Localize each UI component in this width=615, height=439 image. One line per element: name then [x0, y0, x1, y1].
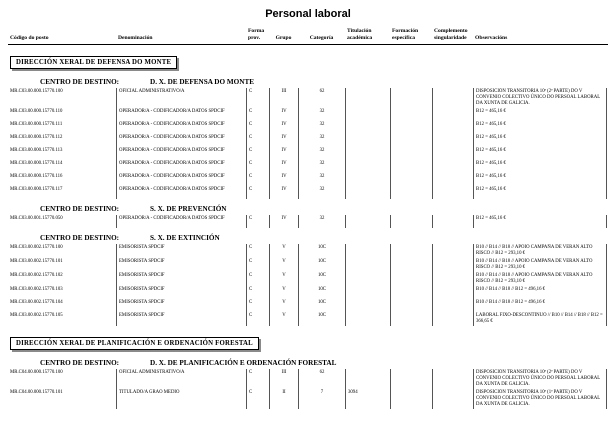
cell-grupo: V [269, 272, 298, 286]
cell-complemento [432, 389, 473, 409]
column-header-obs: Observacións [475, 34, 508, 41]
cell-code: MR.C03.00.000.15770.114 [10, 160, 63, 166]
cell-grupo: III [269, 88, 298, 108]
cell-denom: EMISORISTA SPDCIF [116, 258, 246, 272]
column-header-categoria: Categoría [309, 34, 334, 41]
cell-complemento [432, 258, 473, 272]
cell-code: MR.C03.00.000.15770.113 [10, 147, 63, 153]
cell-categoria: 32 [298, 108, 345, 121]
cell-code: MR.C03.00.000.15770.100 [10, 88, 63, 94]
table-row [8, 134, 608, 147]
cell-categoria: 32 [298, 147, 345, 160]
cell-code: MR.C03.00.000.15770.112 [10, 134, 63, 140]
cell-grupo: IV [269, 121, 298, 134]
cell-forma: C [246, 121, 269, 134]
table-row [8, 389, 608, 409]
cell-forma: C [246, 286, 269, 299]
cell-formacion [390, 108, 432, 121]
cell-code: MR.C03.00.000.15770.111 [10, 121, 63, 127]
table-row [8, 108, 608, 121]
table-row [8, 244, 608, 258]
cell-formacion [390, 215, 432, 228]
cell-complemento [432, 108, 473, 121]
cell-denom: OPERADOR/A - CODIFICADOR/A DATOS SPDCIF [116, 173, 246, 186]
cell-forma: C [246, 389, 269, 409]
table-row [8, 286, 608, 299]
table-row [8, 147, 608, 160]
cell-grupo: II [269, 389, 298, 409]
cell-denom: OPERADOR/A - CODIFICADOR/A DATOS SPDCIF [116, 147, 246, 160]
cell-forma: C [246, 215, 269, 228]
cell-categoria: 10C [298, 312, 345, 326]
centro-destino-label: CENTRO DE DESTINO: [40, 233, 120, 242]
cell-denom: OPERADOR/A - CODIFICADOR/A DATOS SPDCIF [116, 160, 246, 173]
cell-forma: C [246, 186, 269, 199]
cell-obs: B12 = 465,16 € [473, 160, 607, 173]
cell-denom: OFICIAL ADMINISTRATIVO/A [116, 88, 246, 108]
table-row [8, 299, 608, 312]
centro-destino-name: S. X. DE EXTINCIÓN [150, 233, 220, 242]
cell-code: MR.C03.00.000.15770.110 [10, 108, 63, 114]
column-header-grupo: Grupo [275, 34, 292, 41]
cell-titulacion [345, 286, 390, 299]
rows-block [8, 244, 608, 326]
cell-formacion [390, 88, 432, 108]
centro-destino-label: CENTRO DE DESTINO: [40, 358, 120, 367]
cell-obs: B10 // B14 // B18 // APOIO CAMPAÑA DE VERÁN ALTO RISCO // B12 = 293,10 € [473, 272, 607, 286]
cell-obs: B10 // B14 // B18 // B12 = 496,16 € [473, 299, 607, 312]
cell-titulacion [345, 88, 390, 108]
cell-titulacion [345, 244, 390, 258]
table-row [8, 173, 608, 186]
centro-destino-label: CENTRO DE DESTINO: [40, 77, 120, 86]
cell-categoria: 62 [298, 369, 345, 389]
table-row [8, 88, 608, 108]
cell-formacion [390, 272, 432, 286]
cell-titulacion [345, 160, 390, 173]
cell-titulacion [345, 258, 390, 272]
cell-titulacion [345, 186, 390, 199]
cell-categoria: 32 [298, 134, 345, 147]
cell-complemento [432, 121, 473, 134]
cell-obs: DISPOSICIÓN TRANSITORIA 10ª (2ª PARTE) DO V CONVENIO COLECTIVO ÚNICO DO PERSOAL LABORAL DA XUNTA DE GALICIA. [473, 88, 607, 108]
table-row [8, 121, 608, 134]
table-body [8, 45, 608, 409]
cell-complemento [432, 147, 473, 160]
cell-forma: C [246, 258, 269, 272]
cell-obs: B12 = 465,16 € [473, 215, 607, 228]
document-page [8, 6, 608, 409]
cell-titulacion [345, 147, 390, 160]
column-header-titulacion: Titulación académica [347, 28, 373, 41]
cell-code: MR.C03.00.000.15770.116 [10, 173, 63, 179]
centro-destino-heading [40, 205, 608, 213]
cell-forma: C [246, 160, 269, 173]
table-row [8, 186, 608, 199]
table-row [8, 272, 608, 286]
cell-titulacion [345, 121, 390, 134]
cell-denom: EMISORISTA SPDCIF [116, 299, 246, 312]
cell-formacion [390, 286, 432, 299]
cell-obs: B12 = 465,16 € [473, 186, 607, 199]
cell-obs: DISPOSICIÓN TRANSITORIA 10ª (1ª PARTE) DO V CONVENIO COLECTIVO ÚNICO DO PERSOAL LABORAL DA XUNTA DE GALICIA. [473, 389, 607, 409]
cell-complemento [432, 272, 473, 286]
column-header-denom: Denominación [118, 34, 153, 41]
cell-grupo: III [269, 369, 298, 389]
cell-categoria: 10C [298, 244, 345, 258]
table-row [8, 369, 608, 389]
cell-formacion [390, 312, 432, 326]
column-header-complemento: Complemento singularidade [434, 28, 468, 41]
rows-block [8, 215, 608, 228]
cell-complemento [432, 134, 473, 147]
cell-titulacion [345, 312, 390, 326]
cell-denom: TITULADO/A GRAO MEDIO [116, 389, 246, 409]
column-header-formacion: Formación específica [392, 28, 419, 41]
table-header [8, 28, 608, 45]
cell-grupo: V [269, 312, 298, 326]
cell-formacion [390, 389, 432, 409]
cell-complemento [432, 88, 473, 108]
cell-code: MR.C04.00.000.15770.100 [10, 369, 63, 375]
cell-titulacion [345, 173, 390, 186]
cell-obs: LABORAL FIXO-DESCONTINUO // B10 // B14 // B18 // B12 = 366,65 € [473, 312, 607, 326]
cell-grupo: V [269, 286, 298, 299]
cell-complemento [432, 215, 473, 228]
cell-complemento [432, 369, 473, 389]
cell-categoria: 32 [298, 215, 345, 228]
table-row [8, 258, 608, 272]
cell-code: MR.C03.00.000.15770.117 [10, 186, 63, 192]
cell-obs: B12 = 465,16 € [473, 147, 607, 160]
centro-destino-name: D. X. DE DEFENSA DO MONTE [150, 77, 255, 86]
cell-grupo: IV [269, 173, 298, 186]
cell-grupo: V [269, 258, 298, 272]
cell-formacion [390, 160, 432, 173]
centro-destino-label: CENTRO DE DESTINO: [40, 204, 120, 213]
cell-categoria: 10C [298, 258, 345, 272]
cell-complemento [432, 160, 473, 173]
cell-forma: C [246, 147, 269, 160]
cell-obs: DISPOSICIÓN TRANSITORIA 10ª (2ª PARTE) DO V CONVENIO COLECTIVO ÚNICO DO PERSOAL LABORAL DA XUNTA DE GALICIA. [473, 369, 607, 389]
cell-forma: C [246, 272, 269, 286]
cell-forma: C [246, 312, 269, 326]
cell-grupo: IV [269, 134, 298, 147]
cell-obs: B10 // B14 // B18 // B12 = 496,16 € [473, 286, 607, 299]
cell-denom: OPERADOR/A - CODIFICADOR/A DATOS SPDCIF [116, 215, 246, 228]
cell-denom: OPERADOR/A - CODIFICADOR/A DATOS SPDCIF [116, 186, 246, 199]
column-header-code: Código do posto [10, 34, 49, 41]
cell-grupo: IV [269, 186, 298, 199]
cell-formacion [390, 369, 432, 389]
cell-titulacion [345, 369, 390, 389]
cell-obs: B12 = 465,16 € [473, 134, 607, 147]
cell-complemento [432, 299, 473, 312]
cell-categoria: 10C [298, 286, 345, 299]
cell-titulacion [345, 108, 390, 121]
cell-categoria: 7 [298, 389, 345, 409]
cell-categoria: 32 [298, 186, 345, 199]
cell-forma: C [246, 88, 269, 108]
cell-code: MR.C03.00.002.15770.104 [10, 299, 63, 305]
cell-denom: OPERADOR/A - CODIFICADOR/A DATOS SPDCIF [116, 108, 246, 121]
cell-categoria: 32 [298, 121, 345, 134]
centro-destino-heading [40, 234, 608, 242]
cell-denom: EMISORISTA SPDCIF [116, 312, 246, 326]
cell-titulacion [345, 299, 390, 312]
cell-forma: C [246, 108, 269, 121]
cell-forma: C [246, 244, 269, 258]
cell-formacion [390, 147, 432, 160]
centro-destino-name: D. X. DE PLANIFICACIÓN E ORDENACIÓN FORESTAL [150, 358, 337, 367]
cell-complemento [432, 286, 473, 299]
cell-categoria: 10C [298, 272, 345, 286]
cell-code: MR.C03.00.002.15770.102 [10, 272, 63, 278]
cell-categoria: 32 [298, 173, 345, 186]
rows-block [8, 369, 608, 409]
cell-titulacion [345, 215, 390, 228]
table-row [8, 215, 608, 228]
cell-grupo: V [269, 299, 298, 312]
cell-obs: B10 // B14 // B18 // APOIO CAMPAÑA DE VERÁN ALTO RISCO // B12 = 293,10 € [473, 258, 607, 272]
cell-grupo: V [269, 244, 298, 258]
cell-formacion [390, 121, 432, 134]
cell-denom: EMISORISTA SPDCIF [116, 272, 246, 286]
cell-grupo: IV [269, 215, 298, 228]
cell-complemento [432, 186, 473, 199]
cell-code: MR.C03.00.002.15770.101 [10, 258, 63, 264]
page-title: Personal laboral [265, 8, 351, 20]
centro-destino-heading [40, 78, 608, 86]
table-row [8, 312, 608, 326]
cell-complemento [432, 312, 473, 326]
cell-forma: C [246, 299, 269, 312]
cell-complemento [432, 173, 473, 186]
cell-categoria: 62 [298, 88, 345, 108]
table-row [8, 160, 608, 173]
cell-denom: EMISORISTA SPDCIF [116, 244, 246, 258]
cell-forma: C [246, 173, 269, 186]
cell-obs: B12 = 465,16 € [473, 108, 607, 121]
cell-grupo: IV [269, 108, 298, 121]
cell-complemento [432, 244, 473, 258]
cell-grupo: IV [269, 147, 298, 160]
cell-formacion [390, 186, 432, 199]
cell-obs: B12 = 465,16 € [473, 121, 607, 134]
cell-denom: OPERADOR/A - CODIFICADOR/A DATOS SPDCIF [116, 121, 246, 134]
cell-formacion [390, 299, 432, 312]
cell-categoria: 10C [298, 299, 345, 312]
cell-code: MR.C03.00.002.15770.103 [10, 286, 63, 292]
cell-formacion [390, 244, 432, 258]
cell-code: MR.C03.00.002.15770.100 [10, 244, 63, 250]
rows-block [8, 88, 608, 199]
cell-grupo: IV [269, 160, 298, 173]
cell-titulacion [345, 134, 390, 147]
cell-formacion [390, 134, 432, 147]
cell-denom: OPERADOR/A - CODIFICADOR/A DATOS SPDCIF [116, 134, 246, 147]
centro-destino-name: S. X. DE PREVENCIÓN [150, 204, 227, 213]
cell-denom: EMISORISTA SPDCIF [116, 286, 246, 299]
cell-denom: OFICIAL ADMINISTRATIVO/A [116, 369, 246, 389]
cell-code: MR.C03.00.001.15770.050 [10, 215, 63, 221]
column-header-forma: Forma prov. [248, 28, 265, 41]
cell-formacion [390, 258, 432, 272]
cell-code: MR.C04.00.000.15770.101 [10, 389, 63, 395]
cell-forma: C [246, 369, 269, 389]
cell-code: MR.C03.00.002.15770.105 [10, 312, 63, 318]
cell-titulacion: 3094 [345, 389, 390, 409]
cell-categoria: 32 [298, 160, 345, 173]
section-box-0: DIRECCIÓN XERAL DE DEFENSA DO MONTE [10, 56, 177, 69]
cell-obs: B10 // B14 // B18 // APOIO CAMPAÑA DE VERÁN ALTO RISCO // B12 = 293,10 € [473, 244, 607, 258]
cell-formacion [390, 173, 432, 186]
cell-obs: B12 = 465,16 € [473, 173, 607, 186]
cell-titulacion [345, 272, 390, 286]
centro-destino-heading [40, 359, 608, 367]
section-box-1: DIRECCIÓN XERAL DE PLANIFICACIÓN E ORDENACIÓN FORESTAL [10, 337, 259, 350]
cell-forma: C [246, 134, 269, 147]
